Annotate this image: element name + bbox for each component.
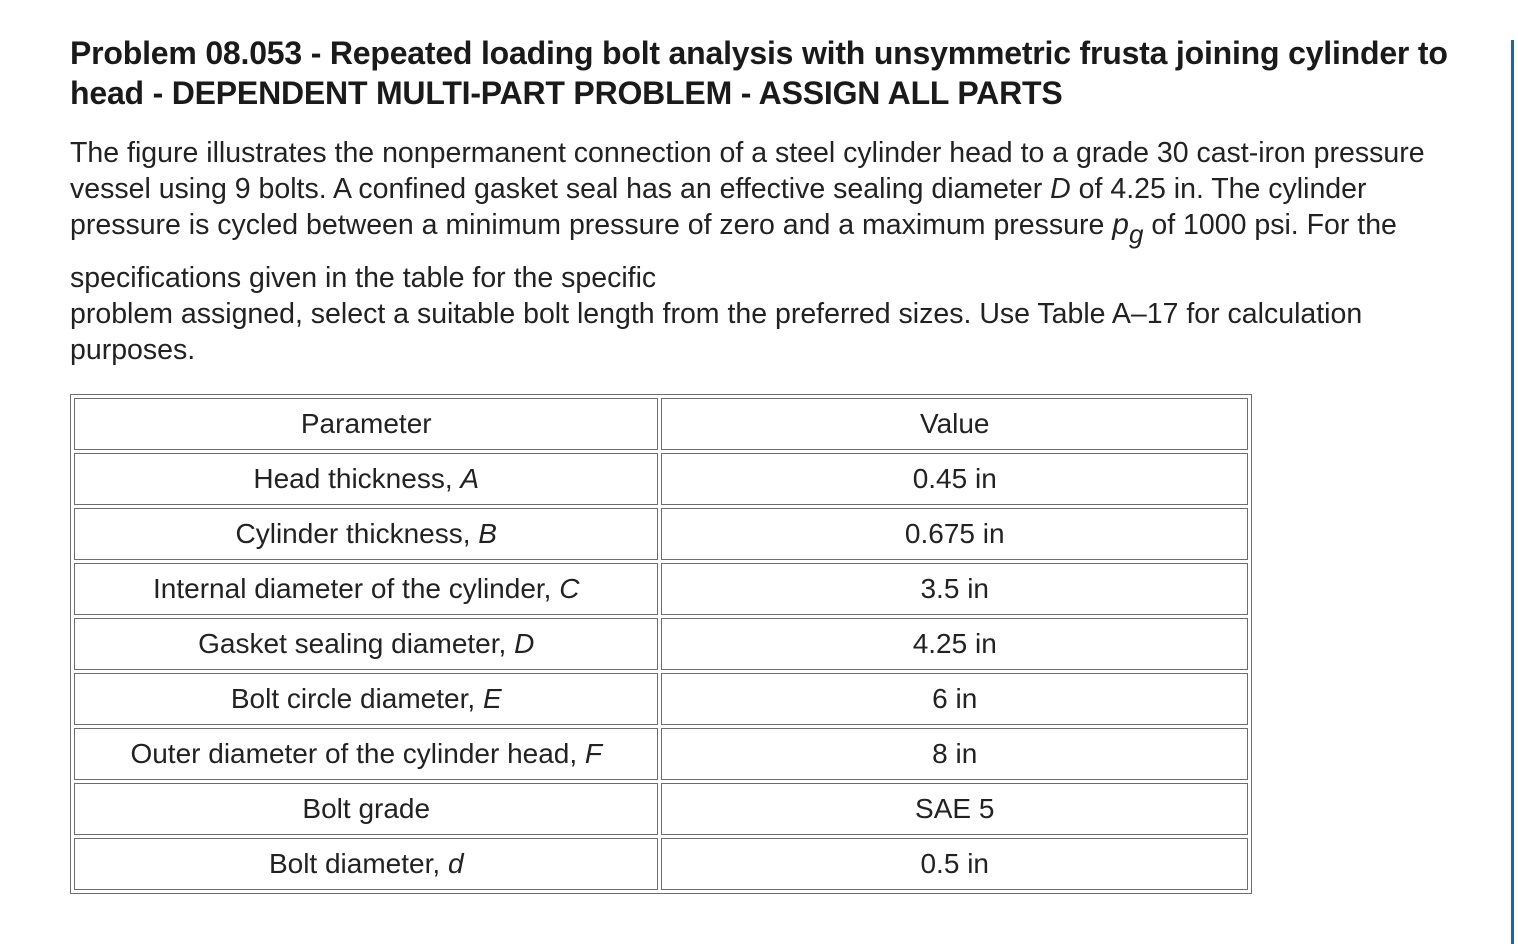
table-row [74, 563, 1248, 615]
parameter-cell [74, 453, 658, 505]
parameter-variable: d [447, 848, 464, 879]
value-cell: 0.5 in [661, 838, 1248, 890]
table-row [74, 838, 1248, 890]
parameter-variable: E [482, 683, 502, 714]
var-p: p [1112, 208, 1129, 241]
problem-content [70, 33, 1490, 368]
pressure-symbol [1112, 208, 1144, 249]
parameter-cell [74, 508, 658, 560]
parameter-cell [74, 838, 658, 890]
parameter-cell [74, 728, 658, 780]
statement-part-3: of 1000 psi. For the specifications given in the table for the specific [70, 209, 1397, 294]
parameter-label: Cylinder thickness, [235, 518, 479, 549]
parameter-cell [74, 783, 658, 835]
value-cell: 8 in [661, 728, 1248, 780]
parameter-table [70, 394, 1252, 894]
table-row [74, 508, 1248, 560]
statement-part-1: The figure illustrates the nonpermanent connection of a steel cylinder head to a grade 30 cast-iron pressure vessel using 9 bolts. A confined gasket seal has an effective sealing diameter [70, 137, 1425, 205]
var-D: D [1050, 173, 1071, 205]
parameter-cell [74, 618, 658, 670]
var-p-subscript: g [1128, 219, 1144, 249]
parameter-variable: D [514, 628, 535, 659]
parameter-label: Bolt grade [302, 793, 431, 824]
statement-part-2: of 4.25 in. The cylinder pressure is cycled between a minimum pressure of zero and a maximum pressure [70, 173, 1367, 241]
parameter-variable: B [478, 518, 497, 549]
table-row [74, 728, 1248, 780]
header-parameter: Parameter [74, 398, 658, 450]
table-row [74, 618, 1248, 670]
right-edge-divider [1511, 40, 1514, 944]
value-cell: 3.5 in [661, 563, 1248, 615]
parameter-variable: A [460, 463, 480, 494]
parameter-variable: F [584, 738, 603, 769]
table-row [74, 783, 1248, 835]
parameter-label: Bolt circle diameter, [230, 683, 483, 714]
header-value: Value [661, 398, 1248, 450]
value-cell: 6 in [661, 673, 1248, 725]
problem-statement [70, 135, 1430, 368]
parameter-label: Gasket sealing diameter, [198, 628, 515, 659]
parameter-label: Internal diameter of the cylinder, [153, 573, 560, 604]
parameter-variable: C [559, 573, 580, 604]
value-cell: 0.675 in [661, 508, 1248, 560]
value-cell: 4.25 in [661, 618, 1248, 670]
parameter-label: Outer diameter of the cylinder head, [130, 738, 585, 769]
parameter-cell [74, 673, 658, 725]
table-row [74, 453, 1248, 505]
table-row [74, 673, 1248, 725]
parameter-label: Head thickness, [253, 463, 461, 494]
table-header-row [74, 398, 1248, 450]
parameter-cell [74, 563, 658, 615]
statement-part-4: problem assigned, select a suitable bolt length from the preferred sizes. Use Table A–17 for calculation purposes. [70, 298, 1363, 366]
value-cell: 0.45 in [661, 453, 1248, 505]
value-cell: SAE 5 [661, 783, 1248, 835]
parameter-label: Bolt diameter, [268, 848, 448, 879]
problem-title: Problem 08.053 - Repeated loading bolt analysis with unsymmetric frusta joining cylinder to head - DEPENDENT MULTI-PART PROBLEM - ASSIGN ALL PARTS [70, 35, 1448, 111]
